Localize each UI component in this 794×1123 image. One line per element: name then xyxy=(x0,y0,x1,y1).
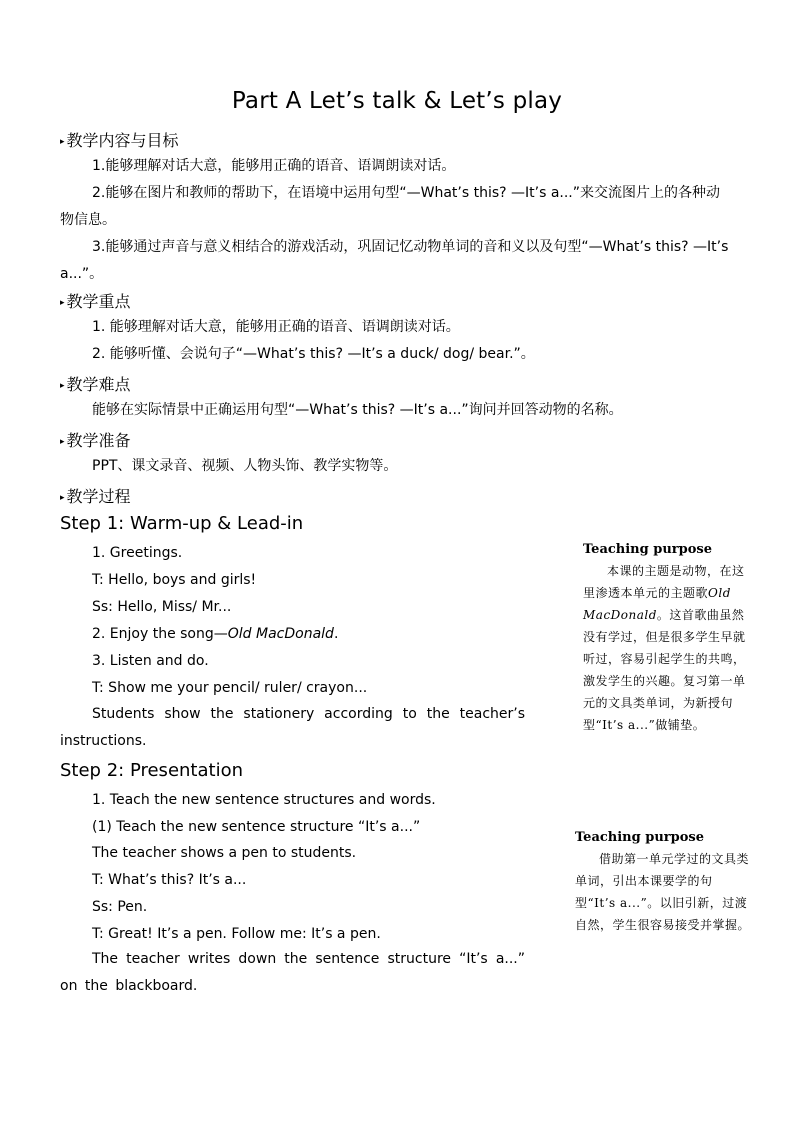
section-heading-preparation: ▸ 教学准备 xyxy=(60,431,131,450)
key-point-2: 2. 能够听懂、会说句子“—What’s this? —It’s a duck/ dog/ bear.”。 xyxy=(92,346,535,362)
step2-line-whats-this: T: What’s this? It’s a... xyxy=(92,872,247,888)
step1-line-teacher-hello: T: Hello, boys and girls! xyxy=(92,572,257,588)
step2-line-ss-pen: Ss: Pen. xyxy=(92,899,148,915)
side-note-1-title: Teaching purpose xyxy=(583,542,712,557)
preparation-text: PPT、课文录音、视频、人物头饰、教学实物等。 xyxy=(92,458,398,474)
step1-heading: Step 1: Warm-up & Lead-in xyxy=(60,513,304,534)
step1-line-students-hello: Ss: Hello, Miss/ Mr... xyxy=(92,599,232,615)
key-point-1: 1. 能够理解对话大意，能够用正确的语音、语调朗读对话。 xyxy=(92,319,460,335)
side-note-2-body: 借助第一单元学过的文具类单词，引出本课要学的句型“It’s a...”。以旧引新，过渡自然，学生很容易接受并掌握。 xyxy=(575,852,751,932)
side-note-2-title: Teaching purpose xyxy=(575,830,704,845)
step1-stationery-text: Students show the stationery according to the teacher’s instructions. xyxy=(60,706,525,749)
section-heading-difficulties: ▸ 教学难点 xyxy=(60,375,131,394)
page-title: Part A Let’s talk & Let’s play xyxy=(231,88,563,114)
song-title: Old MacDonald xyxy=(227,626,334,642)
bullet-icon: ▸ xyxy=(60,298,65,308)
step1-line-greetings: 1. Greetings. xyxy=(92,545,183,561)
bullet-icon: ▸ xyxy=(60,137,65,147)
step1-line-show-me: T: Show me your pencil/ ruler/ crayon... xyxy=(92,680,368,696)
side-note-1-body: 本课的主题是动物，在这里渗透本单元的主题歌Old MacDonald。这首歌曲虽然没有学过，但是很多学生早就听过，容易引起学生的共鸣，激发学生的兴趣。复习第一单元的文具类单词，为新授句型“It’s a...”做铺垫。 xyxy=(583,564,746,732)
step2-line-teach-new: 1. Teach the new sentence structures and words. xyxy=(92,792,436,808)
goal-item-3: 3.能够通过声音与意义相结合的游戏活动，巩固记忆动物单词的音和义以及句型“—What’s this? —It’s a...”。 xyxy=(60,239,729,282)
step2-heading: Step 2: Presentation xyxy=(60,760,243,781)
step2-line-great: T: Great! It’s a pen. Follow me: It’s a pen. xyxy=(92,926,381,942)
difficulty-text: 能够在实际情景中正确运用句型“—What’s this? —It’s a...”询问并回答动物的名称。 xyxy=(92,402,623,418)
goal-item-1: 1.能够理解对话大意，能够用正确的语音、语调朗读对话。 xyxy=(92,158,456,174)
bullet-icon: ▸ xyxy=(60,437,65,447)
bullet-icon: ▸ xyxy=(60,493,65,503)
section-heading-content-goals: ▸ 教学内容与目标 xyxy=(60,131,179,150)
step1-line-enjoy-song: 2. Enjoy the song—Old MacDonald. xyxy=(92,626,339,642)
section-heading-process: ▸ 教学过程 xyxy=(60,487,131,506)
step1-line-listen: 3. Listen and do. xyxy=(92,653,209,669)
bullet-icon: ▸ xyxy=(60,381,65,391)
step2-line-shows-pen: The teacher shows a pen to students. xyxy=(92,845,357,861)
section-heading-key-points: ▸ 教学重点 xyxy=(60,292,131,311)
step2-line-teach-structure: (1) Teach the new sentence structure “It’s a...” xyxy=(92,819,421,835)
goal-item-2: 2.能够在图片和教师的帮助下，在语境中运用句型“—What’s this? —It’s a...”来交流图片上的各种动物信息。 xyxy=(60,185,721,228)
step2-blackboard-text: The teacher writes down the sentence structure “It’s a...” on the blackboard. xyxy=(60,951,525,994)
